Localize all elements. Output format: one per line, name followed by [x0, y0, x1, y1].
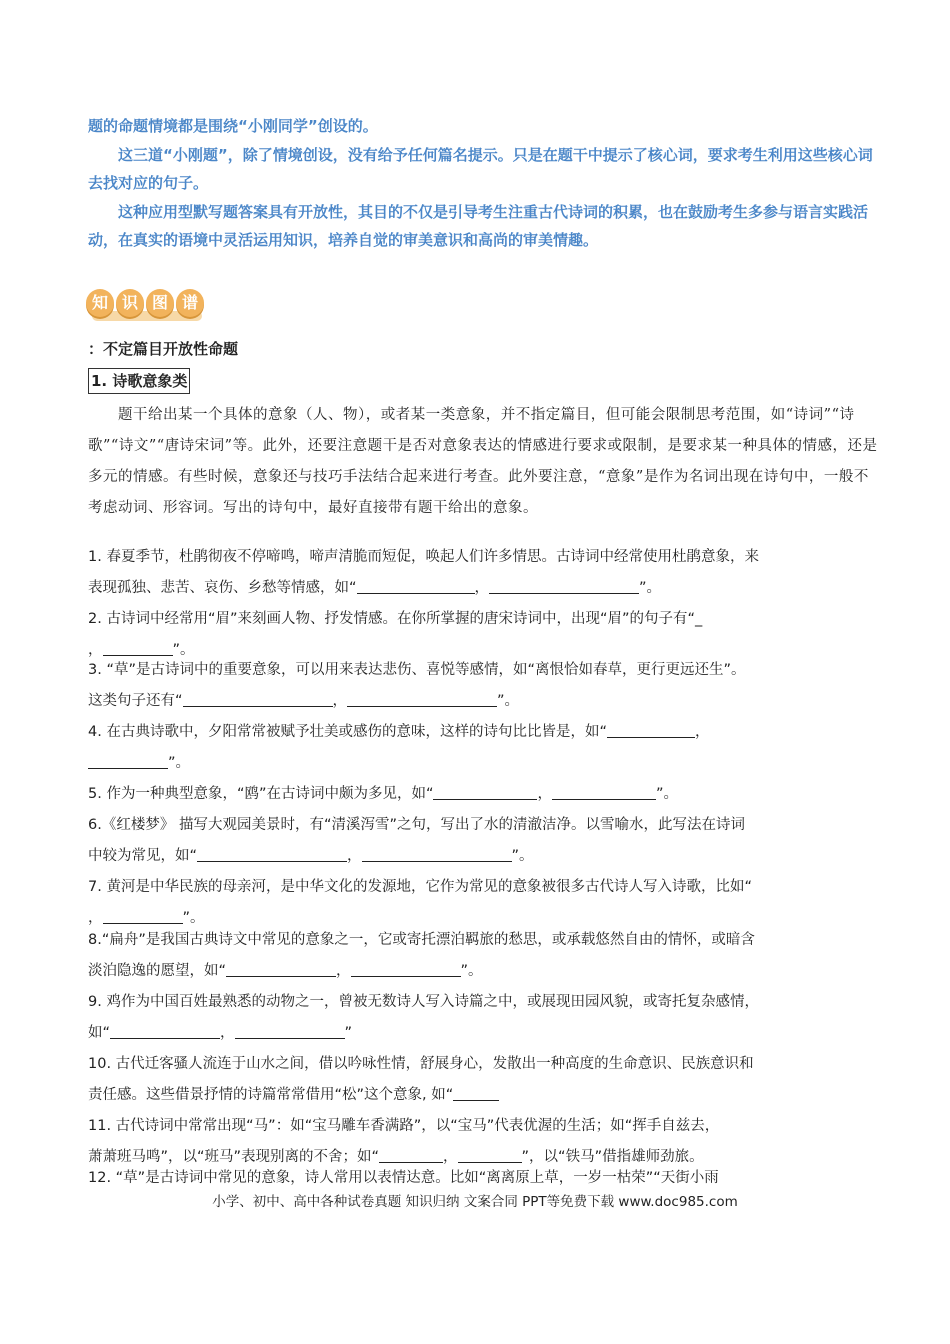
answer-blank[interactable]	[226, 960, 336, 977]
comma: ，	[347, 848, 362, 864]
answer-blank[interactable]	[552, 783, 656, 800]
question-12-line-1: 12. “草”是古诗词中常见的意象，诗人常用以表情达意。比如“离离原上草，一岁一枯荣”“天街小雨	[88, 1170, 719, 1186]
question-9-line-2	[88, 1018, 878, 1049]
q11-close: ”，以“铁马”借指雄师劲旅。	[521, 1149, 704, 1165]
question-9-line-1: 9. 鸡作为中国百姓最熟悉的动物之一，曾被无数诗人写入诗篇之中，或展现田园风貌，或寄托复杂感情，	[88, 994, 759, 1010]
answer-blank[interactable]	[197, 845, 347, 862]
answer-blank[interactable]	[347, 690, 497, 707]
question-8-line-2	[88, 956, 878, 987]
question-3-line-1: 3. “草”是古诗词中的重要意象，可以用来表达悲伤、喜悦等感情，如“离恨恰如春草，更行更远还生”。	[88, 662, 746, 678]
q1-text: 表现孤独、悲苦、哀伤、乡愁等情感，如“	[88, 580, 357, 596]
answer-blank[interactable]	[235, 1022, 345, 1039]
answer-blank[interactable]	[362, 845, 512, 862]
question-11-line-1: 11. 古代诗词中常常出现“马”：如“宝马雕车香满路”，以“宝马”代表优渥的生活；如“挥手自兹去，	[88, 1118, 720, 1134]
comma: ，	[336, 963, 351, 979]
q9-text: 如“	[88, 1025, 111, 1041]
question-4-line-1	[88, 717, 878, 748]
answer-blank[interactable]	[607, 721, 695, 738]
badge-char-3: 图	[146, 289, 174, 317]
answer-blank[interactable]	[357, 577, 475, 594]
answer-blank[interactable]	[458, 1146, 522, 1163]
comma: ，	[537, 786, 552, 802]
answer-blank[interactable]	[88, 752, 168, 769]
subsection-heading: 1. 诗歌意象类	[88, 368, 190, 394]
comma: ，	[332, 693, 348, 709]
question-10-line-2	[88, 1080, 878, 1111]
badge-char-1: 知	[86, 289, 114, 317]
question-6-line-2	[88, 841, 878, 872]
intro-paragraph: 题干给出某一个具体的意象（人、物），或者某一类意象，并不指定篇目，但可能会限制思考范围，如“诗词”“诗歌”“诗文”“唐诗宋词”等。此外，还要注意题干是否对意象表达的情感进行要求或限制，是要求某一种具体的情感，还是多元的情感。有些时候，意象还与技巧手法结合起来进行考查。此外要注意，“意象”是作为名词出现在诗句中，一般不考虑动词、形容词。写出的诗句中，最好直接带有题干给出的意象。	[88, 407, 878, 516]
answer-blank[interactable]	[351, 960, 461, 977]
answer-blank[interactable]	[379, 1146, 443, 1163]
q6-close: ”。	[511, 848, 534, 864]
question-1-line-2	[88, 573, 878, 604]
question-7-line-1: 7. 黄河是中华民族的母亲河，是中华文化的发源地，它作为常见的意象被很多古代诗人写入诗歌，比如“	[88, 879, 752, 895]
knowledge-map-badge	[86, 285, 206, 323]
comma: ，	[474, 580, 490, 596]
comma: ，	[88, 910, 103, 926]
answer-blank[interactable]	[453, 1084, 499, 1101]
comma: ，	[443, 1149, 458, 1165]
q4-text: 4. 在古典诗歌中，夕阳常常被赋予壮美或感伤的意味，这样的诗句比比皆是，如“	[88, 724, 607, 740]
section-heading: ：不定篇目开放性命题	[88, 340, 239, 358]
q3-close: ”。	[497, 693, 520, 709]
paragraph-2: 这三道“小刚题”，除了情境创设，没有给予任何篇名提示。只是在题干中提示了核心词，要求考生利用这些核心词去找对应的句子。	[88, 146, 873, 192]
question-2-line-1: 2. 古诗词中经常用“眉”来刻画人物、抒发情感。在你所掌握的唐宋诗词中，出现“眉”的句子有“_	[88, 611, 703, 627]
badge-char-4: 谱	[176, 289, 204, 317]
answer-blank[interactable]	[183, 690, 333, 707]
q9-close: ”	[344, 1025, 353, 1041]
comma: ，	[220, 1025, 235, 1041]
question-3-line-2	[88, 686, 878, 717]
q7-close: ”。	[182, 910, 205, 926]
q4-close: ”。	[168, 755, 191, 771]
q3-text: 这类句子还有“	[88, 693, 183, 709]
q8-text: 淡泊隐逸的愿望，如“	[88, 963, 227, 979]
question-10-line-1: 10. 古代迁客骚人流连于山水之间，借以吟咏性情，舒展身心，发散出一种高度的生命意识、民族意识和	[88, 1056, 754, 1072]
question-1-line-1: 1. 春夏季节，杜鹃彻夜不停啼鸣，啼声清脆而短促，唤起人们许多情思。古诗词中经常使用杜鹃意象，来	[88, 549, 759, 565]
comma: ，	[694, 724, 710, 740]
q8-close: ”。	[460, 963, 483, 979]
answer-blank[interactable]	[110, 1022, 220, 1039]
question-6-line-1: 6.《红楼梦》 描写大观园美景时，有“清溪泻雪”之句，写出了水的清澈洁净。以雪喻水，此写法在诗词	[88, 817, 745, 833]
question-5	[88, 779, 878, 810]
badge-char-2: 识	[116, 289, 144, 317]
q5-text: 5. 作为一种典型意象，“鸥”在古诗词中颇为多见，如“	[88, 786, 434, 802]
answer-blank[interactable]	[433, 783, 537, 800]
q1-close: ”。	[639, 580, 662, 596]
answer-blank[interactable]	[103, 907, 183, 924]
paragraph-1: 题的命题情境都是围绕“小刚同学”创设的。	[88, 117, 378, 135]
q10-text: 责任感。这些借景抒情的诗篇常常借用“松”这个意象, 如“	[88, 1087, 454, 1103]
q2-close: ”。	[172, 642, 195, 658]
question-8-line-1: 8.“扁舟”是我国古典诗文中常见的意象之一，它或寄托漂泊羁旅的愁思，或承载悠然自由的情怀，或暗含	[88, 932, 755, 948]
q6-text: 中较为常见，如“	[88, 848, 198, 864]
page-footer: 小学、初中、高中各种试卷真题 知识归纳 文案合同 PPT等免费下载 www.doc985.com	[212, 1194, 738, 1210]
answer-blank[interactable]	[489, 577, 639, 594]
question-4-line-2	[88, 748, 878, 779]
paragraph-3: 这种应用型默写题答案具有开放性，其目的不仅是引导考生注重古代诗词的积累，也在鼓励考生多参与语言实践活动，在真实的语境中灵活运用知识，培养自觉的审美意识和高尚的审美情趣。	[88, 203, 869, 249]
answer-blank[interactable]	[103, 639, 173, 656]
q5-close: ”。	[655, 786, 678, 802]
comma: ，	[88, 642, 103, 658]
q11-text: 萧萧班马鸣”，以“班马”表现别离的不舍；如“	[88, 1149, 380, 1165]
